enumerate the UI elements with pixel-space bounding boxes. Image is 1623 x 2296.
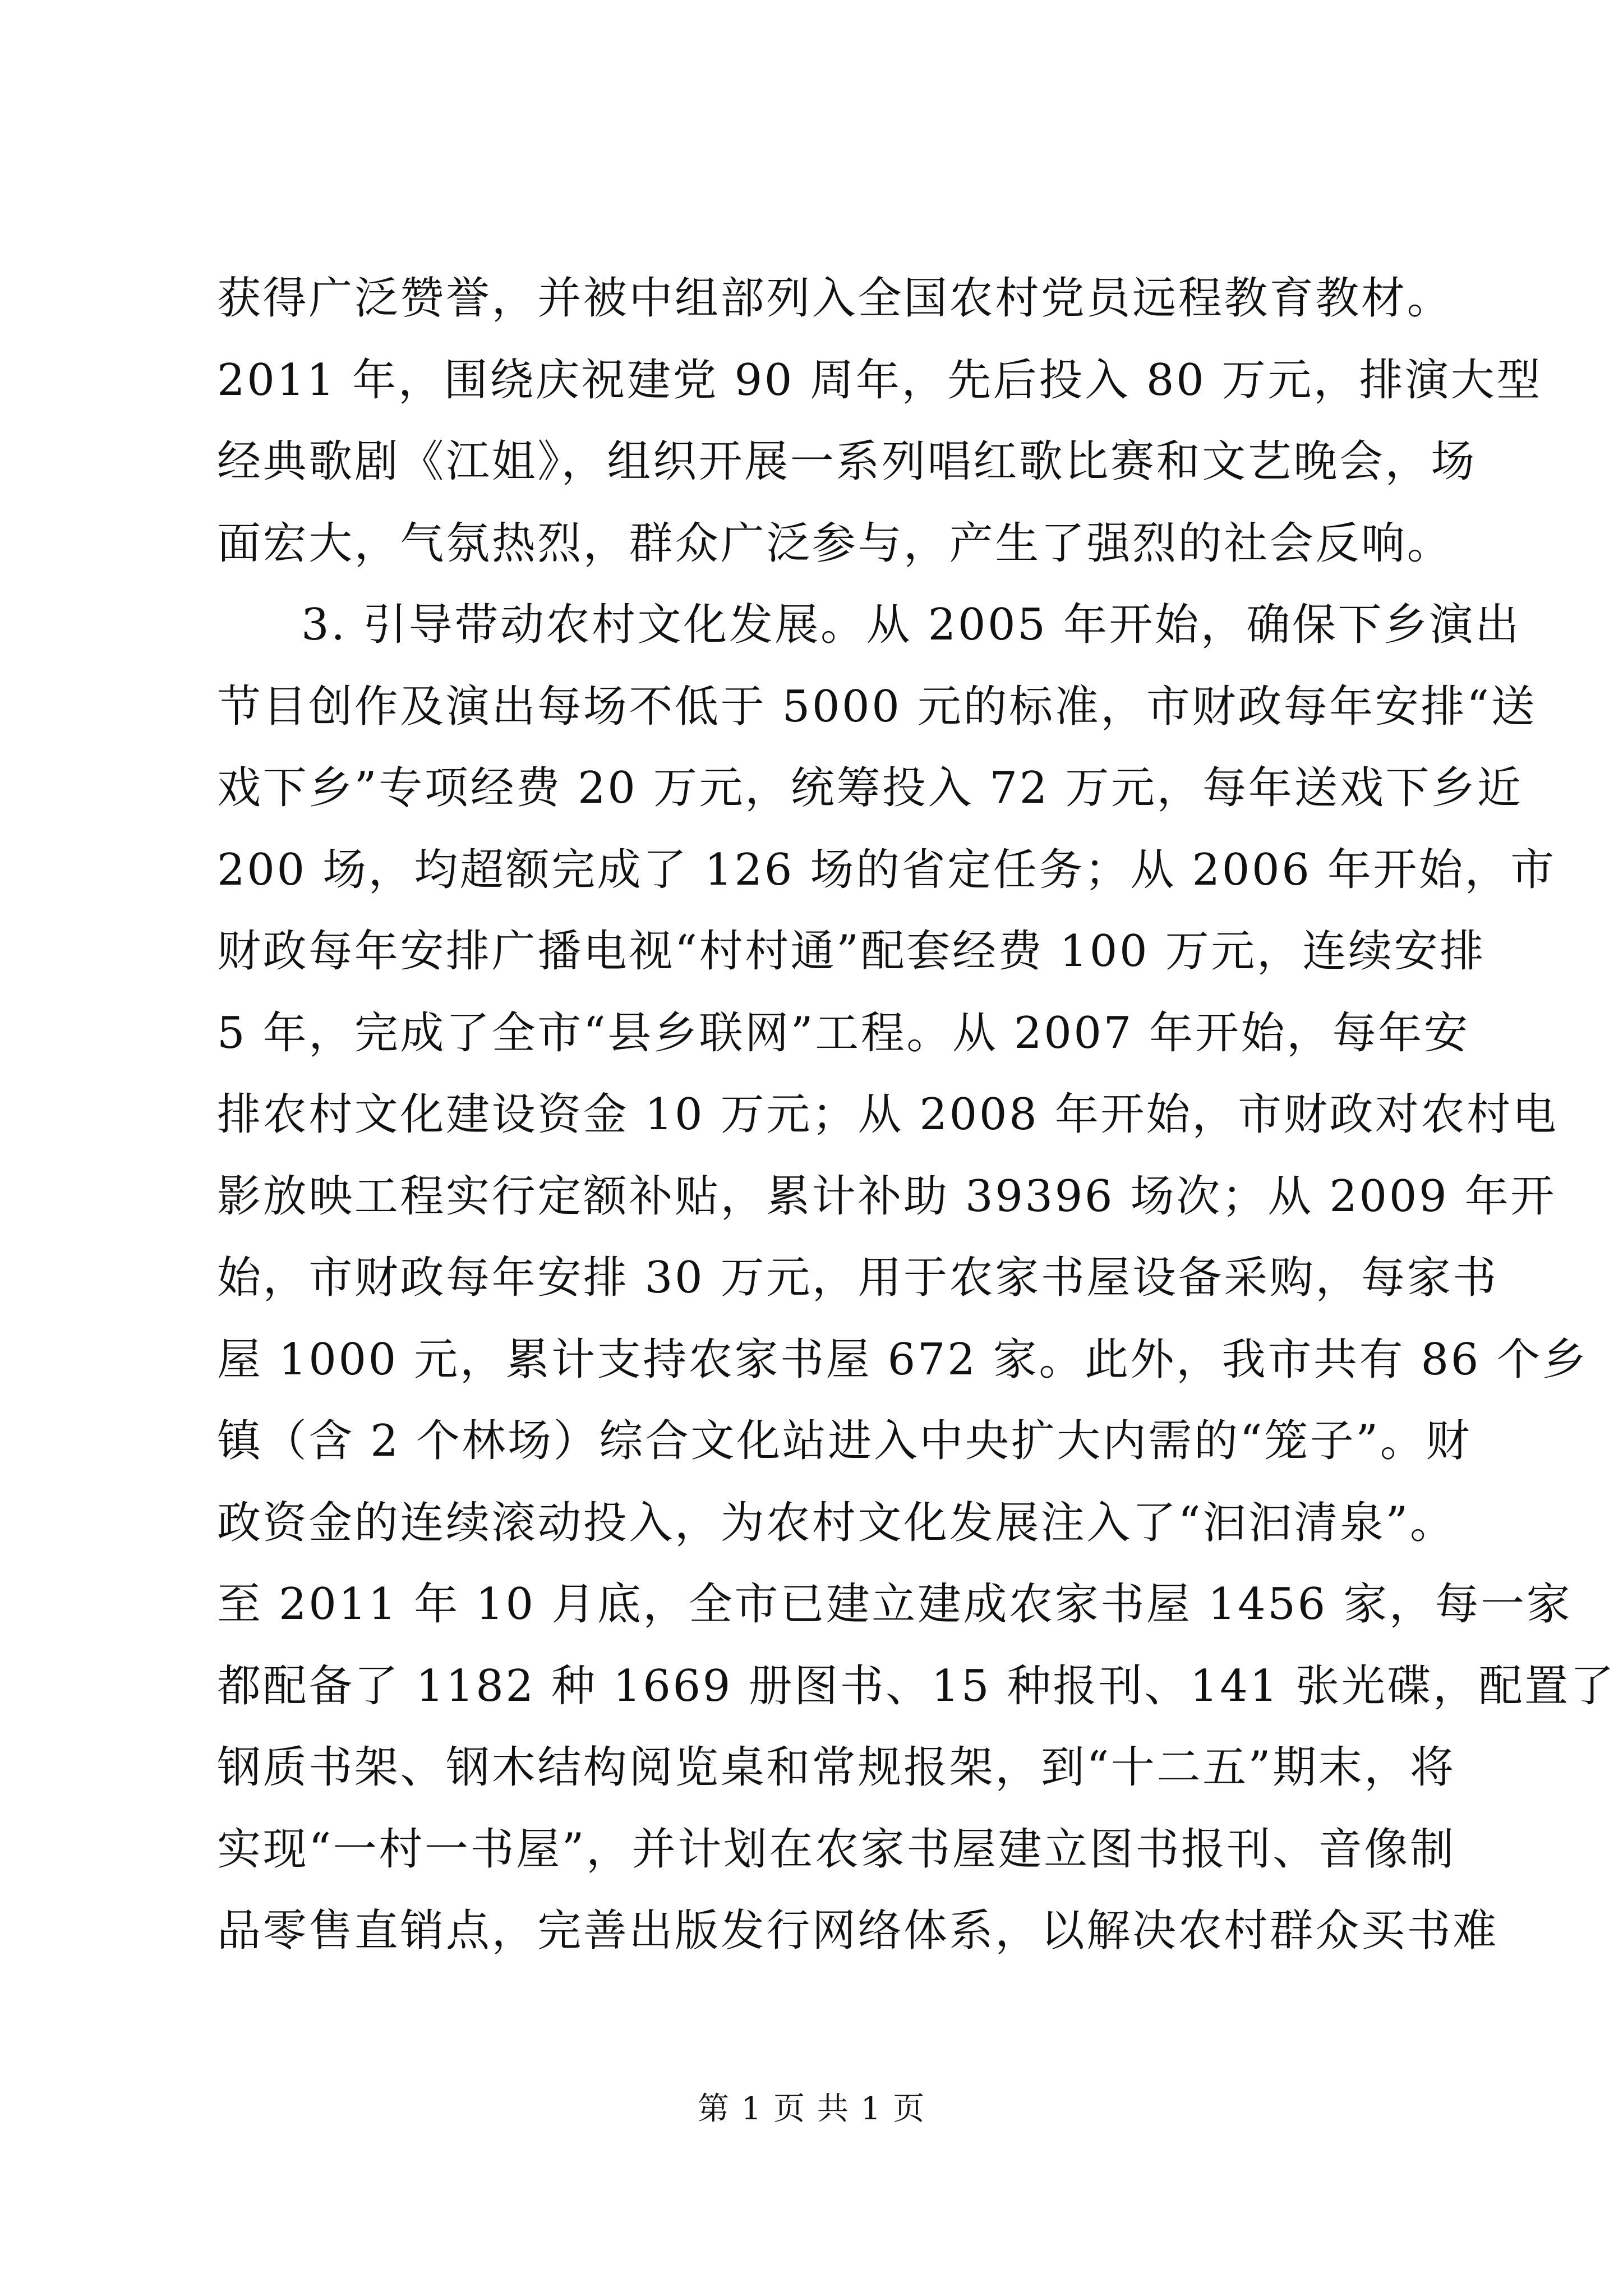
text-line: 获得广泛赞誉，并被中组部列入全国农村党员远程教育教材。: [217, 273, 1453, 324]
text-line: 钢质书架、钢木结构阅览桌和常规报架，到“十二五”期末，将: [217, 1742, 1456, 1793]
page-footer: 第 1 页 共 1 页: [697, 2091, 926, 2127]
text-line: 面宏大，气氛热烈，群众广泛参与，产生了强烈的社会反响。: [217, 518, 1453, 569]
text-line: 200 场，均超额完成了 126 场的省定任务；从 2006 年开始，市: [217, 844, 1556, 895]
text-line: 政资金的连续滚动投入，为农村文化发展注入了“汩汩清泉”。: [217, 1497, 1456, 1548]
text-line: 排农村文化建设资金 10 万元；从 2008 年开始，市财政对农村电: [217, 1089, 1559, 1140]
text-line: 节目创作及演出每场不低于 5000 元的标准，市财政每年安排“送: [217, 681, 1537, 732]
text-line: 都配备了 1182 种 1669 册图书、15 种报刊、141 张光碟，配置了: [217, 1660, 1616, 1711]
paragraph-start-line: 3. 引导带动农村文化发展。从 2005 年开始，确保下乡演出: [301, 600, 1521, 650]
text-line: 镇（含 2 个林场）综合文化站进入中央扩大内需的“笼子”。财: [217, 1416, 1472, 1466]
text-line: 始，市财政每年安排 30 万元，用于农家书屋设备采购，每家书: [217, 1253, 1498, 1303]
text-line: 戏下乡”专项经费 20 万元，统筹投入 72 万元，每年送戏下乡近: [217, 763, 1523, 813]
text-line: 品零售直销点，完善出版发行网络体系，以解决农村群众买书难: [217, 1906, 1498, 1956]
body-text: [217, 258, 1616, 1972]
text-line: 2011 年，围绕庆祝建党 90 周年，先后投入 80 万元，排演大型: [217, 355, 1542, 406]
text-line: 5 年，完成了全市“县乡联网”工程。从 2007 年开始，每年安: [217, 1007, 1470, 1059]
text-line: 实现“一村一书屋”，并计划在农家书屋建立图书报刊、音像制: [217, 1824, 1456, 1875]
text-line: 影放映工程实行定额补贴，累计补助 39396 场次；从 2009 年开: [217, 1171, 1556, 1222]
text-line: 财政每年安排广播电视“村村通”配套经费 100 万元，连续安排: [217, 926, 1486, 977]
text-line: 至 2011 年 10 月底，全市已建立建成农家书屋 1456 家，每一家: [217, 1579, 1573, 1630]
text-line: 经典歌剧《江姐》，组织开展一系列唱红歌比赛和文艺晚会，场: [217, 436, 1477, 487]
text-line: 屋 1000 元，累计支持农家书屋 672 家。此外，我市共有 86 个乡: [217, 1334, 1588, 1385]
